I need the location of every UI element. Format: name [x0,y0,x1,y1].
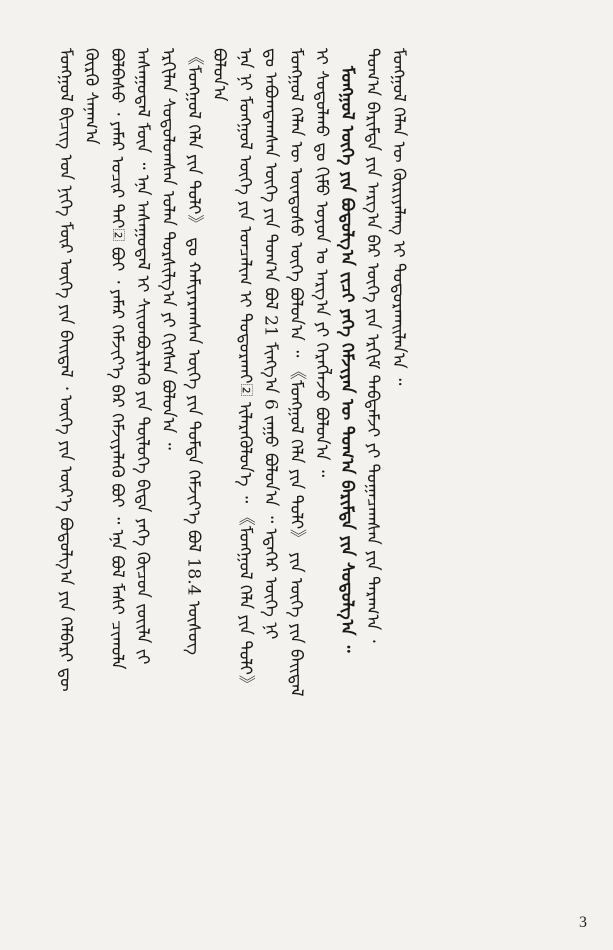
text-line: ᠡᠷᠬᠢᠯᠡᠨ ᠰᠤᠳᠤᠯᠤᠭᠰᠠᠨ ᠣᠯᠠᠨ ᠲᠤᠷᠰᠢᠯᠭ᠎ᠠ ᠶᠢ ᠬᠢᠭᠰᠡᠨ ᠪᠣᠯᠣᠨ᠎ᠠ ᠃ [157,48,178,450]
text-line: ᠡᠨᠡ ᠨᠢ ᠮᠣᠩᠭᠣᠯ ᠦᠭᠡ ᠶᠢᠨ ᠣᠨᠴᠠᠯᠢᠭ ᠢ ᠲᠣᠳᠣᠷᠬᠠᠢ᠌ ᠢᠯᠡᠷᠡᠭᠦᠯᠦᠨ᠎ᠡ ᠃ 《ᠮᠣᠩᠭᠣᠯ ᠬᠡᠯᠡ ᠶᠢᠨ ᠲᠣᠯᠢ》 [234,48,255,693]
text-line: ᠲᠣᠭ᠎ᠠ ᠪᠠᠷᠢᠮᠲᠠ ᠶᠢᠨ ᠠᠷᠭ᠎ᠠ ᠪᠡᠷ ᠦᠭᠡ ᠶᠢᠨ ᠡᠷᠬᠢᠮ ᠳᠠᠪᠲᠠᠮᠵᠢ ᠶᠢ ᠲᠣᠭᠠᠴᠠᠭᠰᠠᠨ ᠶᠢᠨ ᠳᠠᠷᠠᠭ᠎ᠠ ᠂ [362,48,383,643]
text-line: ᠮᠣᠩᠭᠣᠯ ᠬᠡᠯᠡᠨ ᠦ ᠬᠦᠷᠢᠶᠡᠯᠡᠩ ᠢ ᠲᠣᠳᠣᠷᠬᠠᠢ᠌ᠯᠠᠨ᠎ᠠ ᠃ [388,48,409,386]
section-heading: ᠮᠣᠩᠭᠣᠯ ᠦᠭᠡ ᠶᠢᠨ ᠪᠣᠳᠣᠯᠭ᠎ᠠ ᠵᠢᠴᠢ ᠶᠡᠬᠡ ᠬᠡᠮᠵᠢᠶᠡᠨ ᠦ ᠲᠣᠭ᠎ᠠ ᠪᠠᠷᠢᠮᠲᠠ ᠶᠢᠨ ᠰᠤᠳᠤᠯᠭ᠎ᠠ ᠃ [337,66,358,653]
text-line: ᠠᠰᠠᠭᠤᠳᠠᠯ ᠮᠥᠨ ᠃ ᠡᠨᠡ ᠠᠰᠠᠭᠤᠳᠠᠯ ᠢ ᠰᠢᠢᠳᠪᠦᠷᠢᠯᠡᠬᠦ ᠶᠢᠨ ᠲᠥᠯᠥᠭᠡ ᠪᠢᠳᠡ ᠶᠡᠬᠡ ᠬᠦᠴᠦᠨ ᠵᠦᠢᠯᠡ ᠵᠢ [132,48,153,665]
text-line: 《ᠮᠣᠩᠭᠣᠯ ᠬᠡᠯᠡ ᠶᠢᠨ ᠲᠣᠯᠢ》 ᠳᠤ ᠬᠠᠮᠢᠶᠠᠷᠠᠭᠰᠠᠨ ᠦᠭᠡ ᠶᠢᠨ ᠳᠤᠮᠳᠠ ᠬᠡᠮᠵᠢᠶ᠎ᠡ ᠪᠣᠯ 18.4 ᠦᠰᠦᠭ ᠪᠣᠯᠤᠨ᠎ᠠ [183,48,230,655]
text-line: ᠳᠤ ᠠᠪᠤᠭᠳᠠᠭᠰᠠᠨ ᠦᠭᠡ ᠶᠢᠨ ᠲᠣᠭ᠎ᠠ ᠪᠣᠯ 21 ᠮᠢᠩᠭ᠎ᠠ 6 ᠵᠠᠭᠤ ᠪᠣᠯᠤᠨ᠎ᠠ ᠃ ᠡᠳᠡᠭᠡᠷ ᠦᠭᠡ ᠨᠢ [260,48,281,640]
text-line: ᠮᠣᠩᠭᠣᠯ ᠬᠡᠯᠡᠨ ᠦ ᠦᠨᠳᠦᠰᠦ ᠦᠭᠡ ᠪᠣᠯᠤᠨ᠎ᠠ ᠃ 《ᠮᠣᠩᠭᠣᠯ ᠬᠡᠯᠡ ᠶᠢᠨ ᠲᠣᠯᠢ》 ᠶᠢᠨ ᠦᠭᠡ ᠶᠢᠨ ᠪᠠᠢ᠌ᠳᠠᠯ [285,48,306,697]
text-line: ᠪᠣᠯᠪᠠᠰᠤ ᠂ ᠶᠠᠮᠠᠷ ᠤᠴᠢᠷ ᠲᠠᠢ᠌ ᠪᠤᠢ ᠂ ᠶᠠᠮᠠᠷ ᠬᠡᠮᠵᠢᠶ᠎ᠡ ᠪᠡᠷ ᠬᠡᠮᠵᠢᠶᠡᠯᠡᠬᠦ ᠪᠤᠢ ᠃ ᠡᠨᠡ ᠪᠣᠯ ᠮᠠᠰᠢ ᠴᠢᠬᠤᠯᠠ [106,48,127,670]
page-number: 3 [579,914,587,931]
text-line: ᠢ ᠰᠤᠳᠤᠯᠬᠤ ᠳᠤ ᠬᠢᠮᠤ ᠣᠶᠤᠨ ᠤ ᠠᠷᠭ᠎ᠠ ᠶᠢ ᠬᠡᠷᠡᠭᠯᠡᠵᠦ ᠪᠣᠯᠤᠨ᠎ᠠ ᠃ [311,48,332,478]
text-line: ᠮᠣᠩᠭᠣᠯ ᠪᠢᠴᠢᠭ ᠤᠨ ᠨᠢᠭᠡ ᠮᠥᠷ ᠦᠭᠡ ᠶᠢᠨ ᠪᠠᠢ᠌ᠳᠠᠯ ᠂ ᠦᠭᠡ ᠶᠢᠨ ᠦᠷ᠎ᠡ ᠪᠣᠳᠣᠯᠭ᠎ᠠ ᠶᠢᠨ ᠬᠡᠯᠪᠡᠷᠢ ᠳᠦ ᠬᠦᠷᠬᠦ ᠰᠠᠨᠠᠭ᠎ᠠ [55,48,102,692]
vertical-mongolian-text [52,48,572,708]
